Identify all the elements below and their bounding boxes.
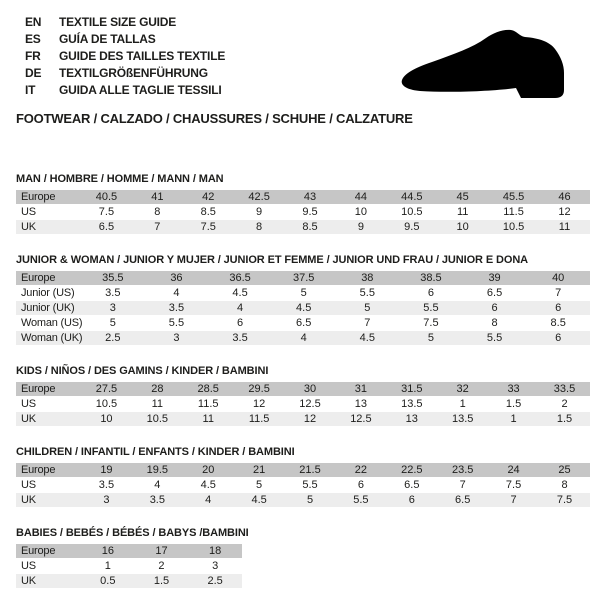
size-cell: 20 xyxy=(202,464,215,476)
size-cell: 5 xyxy=(256,479,263,491)
size-cell: 27.5 xyxy=(95,383,118,395)
size-cell: 6.5 xyxy=(455,494,471,506)
size-cell: 12.5 xyxy=(350,413,372,425)
size-table xyxy=(16,543,242,589)
language-title: TEXTILGRÖßENFÜHRUNG xyxy=(59,66,208,80)
size-cell: 4.5 xyxy=(296,302,312,314)
size-cell: 6 xyxy=(555,302,562,314)
size-cell: 23.5 xyxy=(451,464,474,476)
size-cell: 6 xyxy=(555,332,562,344)
table-row xyxy=(16,271,590,285)
size-cell: 24 xyxy=(507,464,520,476)
language-code: EN xyxy=(25,15,42,29)
row-label: US xyxy=(21,206,36,218)
size-cell: 7.5 xyxy=(556,494,573,506)
size-cell: 5 xyxy=(427,332,434,344)
size-cell: 3.5 xyxy=(232,332,248,344)
size-cell: 6.5 xyxy=(486,287,503,299)
row-label: UK xyxy=(21,494,36,506)
size-cell: 10.5 xyxy=(502,221,525,233)
size-cell: 4 xyxy=(205,494,212,506)
size-cell: 3 xyxy=(103,494,110,506)
size-cell: 21.5 xyxy=(299,464,321,476)
size-cell: 3.5 xyxy=(149,494,165,506)
table-row xyxy=(16,412,590,426)
size-cell: 10.5 xyxy=(146,413,169,425)
size-cell: 10.5 xyxy=(95,398,118,410)
size-section xyxy=(16,527,590,589)
size-cell: 7 xyxy=(555,287,562,299)
size-cell: 3 xyxy=(109,302,116,314)
size-cell: 5.5 xyxy=(353,494,369,506)
size-cell: 8 xyxy=(256,221,263,233)
size-cell: 5 xyxy=(364,302,371,314)
size-cell: 21 xyxy=(252,464,266,476)
size-cell: 35.5 xyxy=(102,272,124,284)
size-cell: 29.5 xyxy=(248,383,270,395)
size-table xyxy=(16,462,590,508)
size-cell: 6 xyxy=(491,302,498,314)
size-cell: 2 xyxy=(561,398,568,410)
size-cell: 5.5 xyxy=(302,479,318,491)
size-cell: 6 xyxy=(408,494,415,506)
size-cell: 8 xyxy=(561,479,568,491)
size-cell: 6 xyxy=(357,479,364,491)
section-title: JUNIOR & WOMAN / JUNIOR Y MUJER / JUNIOR ET FEMME / JUNIOR UND FRAU / JUNIOR E DONA xyxy=(16,254,529,266)
size-cell: 3.5 xyxy=(105,287,121,299)
language-code: ES xyxy=(25,32,41,46)
size-cell: 2 xyxy=(158,560,165,572)
size-table xyxy=(16,270,590,346)
size-section xyxy=(16,173,590,235)
size-cell: 5.5 xyxy=(423,302,439,314)
row-label: UK xyxy=(21,575,36,587)
size-cell: 4.5 xyxy=(359,332,375,344)
language-code: DE xyxy=(25,66,42,80)
size-cell: 30 xyxy=(303,383,317,395)
size-cell: 11 xyxy=(151,398,164,410)
size-cell: 7.5 xyxy=(423,317,439,329)
size-cell: 28.5 xyxy=(197,383,219,395)
size-cell: 9 xyxy=(256,206,263,218)
size-cell: 8.5 xyxy=(302,221,318,233)
size-section xyxy=(16,254,590,346)
size-cell: 13 xyxy=(405,413,418,425)
size-cell: 12.5 xyxy=(299,398,321,410)
size-cell: 3 xyxy=(173,332,180,344)
size-cell: 19 xyxy=(100,464,113,476)
size-cell: 6.5 xyxy=(404,479,420,491)
size-cell: 40 xyxy=(552,272,565,284)
row-label: Woman (US) xyxy=(21,317,83,329)
size-cell: 6 xyxy=(427,287,434,299)
table-row xyxy=(16,382,590,396)
size-table xyxy=(16,189,590,235)
size-cell: 40.5 xyxy=(95,191,118,203)
size-cell: 4 xyxy=(237,302,244,314)
size-cell: 10 xyxy=(100,413,113,425)
row-label: Junior (UK) xyxy=(21,302,75,314)
size-cell: 3.5 xyxy=(98,479,115,491)
size-cell: 13 xyxy=(354,398,368,410)
row-label: Europe xyxy=(21,383,56,395)
size-cell: 0.5 xyxy=(100,575,116,587)
row-label: Woman (UK) xyxy=(21,332,83,344)
section-title: MAN / HOMBRE / HOMME / MANN / MAN xyxy=(16,173,224,185)
row-label: Europe xyxy=(21,545,56,557)
size-cell: 8 xyxy=(491,317,498,329)
language-title: TEXTILE SIZE GUIDE xyxy=(59,15,177,29)
row-label: UK xyxy=(21,413,36,425)
size-cell: 11 xyxy=(202,413,214,425)
size-cell: 33.5 xyxy=(553,383,576,395)
table-row xyxy=(16,205,590,219)
row-label: Europe xyxy=(21,464,56,476)
size-cell: 8 xyxy=(154,206,161,218)
table-row xyxy=(16,463,590,477)
language-title: GUIDA ALLE TAGLIE TESSILI xyxy=(59,83,222,97)
size-cell: 5.5 xyxy=(359,287,375,299)
size-cell: 1.5 xyxy=(505,398,522,410)
size-cell: 11.5 xyxy=(248,413,270,425)
size-cell: 12 xyxy=(558,206,571,218)
size-cell: 2.5 xyxy=(105,332,121,344)
size-cell: 13.5 xyxy=(401,398,423,410)
size-cell: 38 xyxy=(361,272,374,284)
section-title: CHILDREN / INFANTIL / ENFANTS / KINDER / BAMBINI xyxy=(16,446,295,458)
size-cell: 42 xyxy=(202,191,215,203)
size-cell: 3.5 xyxy=(168,302,185,314)
size-cell: 6.5 xyxy=(296,317,312,329)
table-row xyxy=(16,493,590,507)
size-cell: 44 xyxy=(354,191,368,203)
row-label: US xyxy=(21,560,36,572)
size-cell: 19.5 xyxy=(146,464,169,476)
size-cell: 17 xyxy=(155,545,168,557)
size-cell: 11 xyxy=(558,221,571,233)
table-row xyxy=(16,544,242,558)
size-cell: 28 xyxy=(151,383,164,395)
size-cell: 4.5 xyxy=(232,287,248,299)
table-row xyxy=(16,397,590,411)
category-header: FOOTWEAR / CALZADO / CHAUSSURES / SCHUHE / CALZATURE xyxy=(16,111,413,126)
size-cell: 22 xyxy=(354,464,368,476)
size-cell: 36 xyxy=(170,272,183,284)
size-cell: 39 xyxy=(488,272,501,284)
table-row xyxy=(16,316,590,330)
table-row xyxy=(16,478,590,492)
size-cell: 11.5 xyxy=(197,398,219,410)
size-cell: 7.5 xyxy=(505,479,522,491)
row-label: UK xyxy=(21,221,36,233)
size-cell: 4 xyxy=(173,287,180,299)
language-title: GUIDE DES TAILLES TEXTILE xyxy=(59,49,226,63)
size-cell: 11 xyxy=(456,206,469,218)
size-cell: 4.5 xyxy=(200,479,216,491)
table-row xyxy=(16,220,590,234)
size-cell: 4 xyxy=(300,332,307,344)
row-label: Europe xyxy=(21,272,56,284)
size-cell: 7 xyxy=(364,317,371,329)
dress-shoe-icon xyxy=(396,24,582,102)
section-title: KIDS / NIÑOS / DES GAMINS / KINDER / BAMBINI xyxy=(16,365,269,377)
size-cell: 9.5 xyxy=(302,206,318,218)
size-cell: 10.5 xyxy=(401,206,423,218)
size-cell: 5.5 xyxy=(486,332,503,344)
size-cell: 6 xyxy=(237,317,244,329)
size-cell: 38.5 xyxy=(420,272,442,284)
language-title: GUÍA DE TALLAS xyxy=(59,32,156,46)
size-cell: 2.5 xyxy=(207,575,223,587)
size-cell: 32 xyxy=(456,383,469,395)
size-cell: 9 xyxy=(357,221,364,233)
size-cell: 3 xyxy=(212,560,219,572)
size-cell: 1.5 xyxy=(556,413,573,425)
size-cell: 7 xyxy=(510,494,517,506)
size-cell: 31 xyxy=(354,383,368,395)
size-cell: 8.5 xyxy=(550,317,566,329)
language-code: FR xyxy=(25,49,41,63)
size-tables xyxy=(16,173,590,589)
size-section xyxy=(16,365,590,427)
size-cell: 6.5 xyxy=(98,221,115,233)
size-cell: 1.5 xyxy=(153,575,170,587)
table-row xyxy=(16,559,242,573)
row-label: US xyxy=(21,398,36,410)
section-title: BABIES / BEBÉS / BÉBÉS / BABYS /BAMBINI xyxy=(16,527,249,539)
size-cell: 10 xyxy=(354,206,368,218)
size-cell: 9.5 xyxy=(404,221,420,233)
size-cell: 45 xyxy=(456,191,469,203)
size-cell: 13.5 xyxy=(451,413,474,425)
size-cell: 25 xyxy=(558,464,571,476)
size-cell: 22.5 xyxy=(401,464,423,476)
size-cell: 36.5 xyxy=(229,272,251,284)
size-cell: 11.5 xyxy=(503,206,524,218)
row-label: Europe xyxy=(21,191,56,203)
size-cell: 5 xyxy=(306,494,314,506)
size-table xyxy=(16,381,590,427)
size-cell: 41 xyxy=(151,191,164,203)
size-section xyxy=(16,446,590,508)
size-cell: 4 xyxy=(154,479,161,491)
table-row xyxy=(16,331,590,345)
size-cell: 8.5 xyxy=(200,206,216,218)
size-cell: 12 xyxy=(252,398,266,410)
size-cell: 5.5 xyxy=(168,317,185,329)
size-cell: 31.5 xyxy=(401,383,423,395)
size-cell: 7.5 xyxy=(200,221,216,233)
size-cell: 43 xyxy=(303,191,317,203)
size-cell: 37.5 xyxy=(292,272,315,284)
row-label: US xyxy=(21,479,36,491)
size-cell: 1 xyxy=(459,398,466,410)
size-cell: 16 xyxy=(101,545,114,557)
table-row xyxy=(16,190,590,204)
size-cell: 1 xyxy=(510,413,517,425)
size-cell: 5 xyxy=(300,287,307,299)
size-cell: 1 xyxy=(104,560,111,572)
size-cell: 12 xyxy=(303,413,317,425)
size-cell: 7.5 xyxy=(98,206,115,218)
size-cell: 44.5 xyxy=(401,191,423,203)
size-cell: 42.5 xyxy=(248,191,270,203)
size-cell: 7 xyxy=(459,479,466,491)
size-cell: 33 xyxy=(507,383,520,395)
table-row xyxy=(16,286,590,300)
size-cell: 10 xyxy=(456,221,469,233)
size-cell: 45.5 xyxy=(502,191,525,203)
size-cell: 5 xyxy=(109,317,116,329)
size-cell: 46 xyxy=(558,191,571,203)
table-row xyxy=(16,301,590,315)
row-label: Junior (US) xyxy=(21,287,75,299)
language-code: IT xyxy=(25,83,36,97)
size-cell: 7 xyxy=(154,221,161,233)
table-row xyxy=(16,574,242,588)
size-cell: 18 xyxy=(209,545,222,557)
size-cell: 4.5 xyxy=(251,494,267,506)
